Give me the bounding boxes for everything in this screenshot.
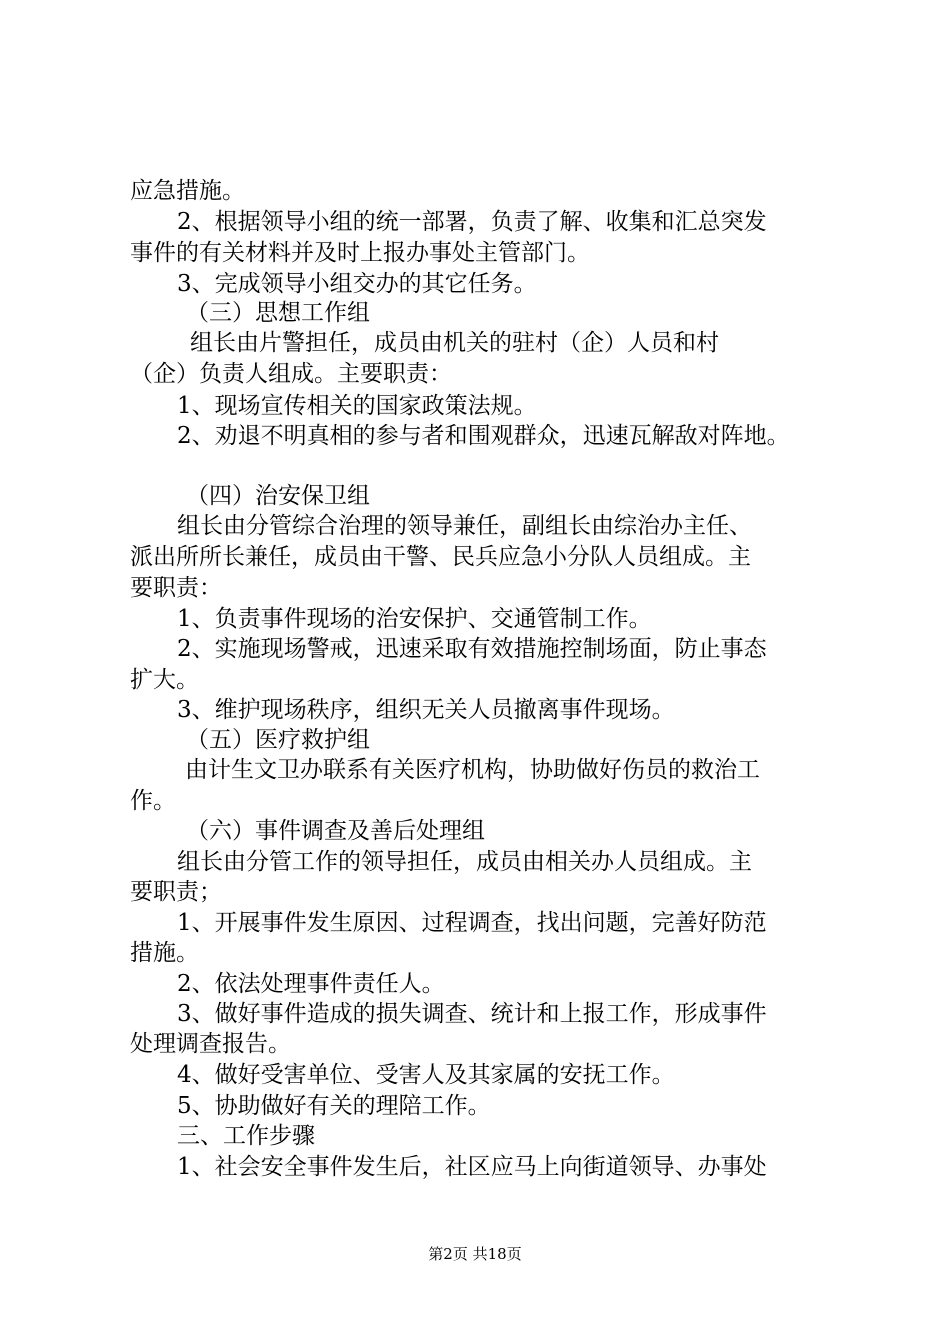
text-line: 4、做好受害单位、受害人及其家属的安抚工作。 [177,1062,675,1088]
text-line: 2、根据领导小组的统一部署，负责了解、收集和汇总突发 [177,209,767,235]
text-line: 措施。 [130,940,199,966]
text-line: 事件的有关材料并及时上报办事处主管部门。 [130,240,590,266]
text-line: 1、现场宣传相关的国家政策法规。 [177,393,537,419]
text-line: 3、维护现场秩序，组织无关人员撤离事件现场。 [177,697,675,723]
section-heading: 三、工作步骤 [177,1123,315,1149]
text-line: 要职责； [130,879,222,905]
section-heading: （四）治安保卫组 [186,483,370,509]
text-line: 2、劝退不明真相的参与者和围观群众，迅速瓦解敌对阵地。 [177,423,790,449]
text-line: 要职责： [130,575,222,601]
text-line: 1、开展事件发生原因、过程调查，找出问题，完善好防范 [177,910,767,936]
text-line: 3、做好事件造成的损失调查、统计和上报工作，形成事件 [177,1001,767,1027]
text-line: 3、完成领导小组交办的其它任务。 [177,271,537,297]
text-line: 组长由分管工作的领导担任，成员由相关办人员组成。主 [177,849,752,875]
text-line: 作。 [130,788,176,814]
text-line: 由计生文卫办联系有关医疗机构，协助做好伤员的救治工 [185,757,760,783]
section-heading: （三）思想工作组 [186,300,370,326]
text-line: 处理调查报告。 [130,1031,291,1057]
section-heading: （六）事件调查及善后处理组 [186,818,485,844]
section-heading: （五）医疗救护组 [186,727,370,753]
text-line: 5、协助做好有关的理陪工作。 [177,1093,491,1119]
text-line: 组长由分管综合治理的领导兼任，副组长由综治办主任、 [177,513,752,539]
text-line: 1、社会安全事件发生后，社区应马上向街道领导、办事处 [177,1154,767,1180]
text-line: 2、依法处理事件责任人。 [177,971,445,997]
page-footer: 第2页 共18页 [428,1245,522,1263]
text-line: 派出所所长兼任，成员由干警、民兵应急小分队人员组成。主 [130,544,751,570]
text-line: 扩大。 [130,667,199,693]
text-line: 1、负责事件现场的治安保护、交通管制工作。 [177,606,652,632]
text-line: 应急措施。 [130,178,245,204]
text-line: 2、实施现场警戒，迅速采取有效措施控制场面，防止事态 [177,636,767,662]
text-line: 组长由片警担任，成员由机关的驻村（企）人员和村 [190,330,719,356]
text-line: （企）负责人组成。主要职责： [130,361,452,387]
